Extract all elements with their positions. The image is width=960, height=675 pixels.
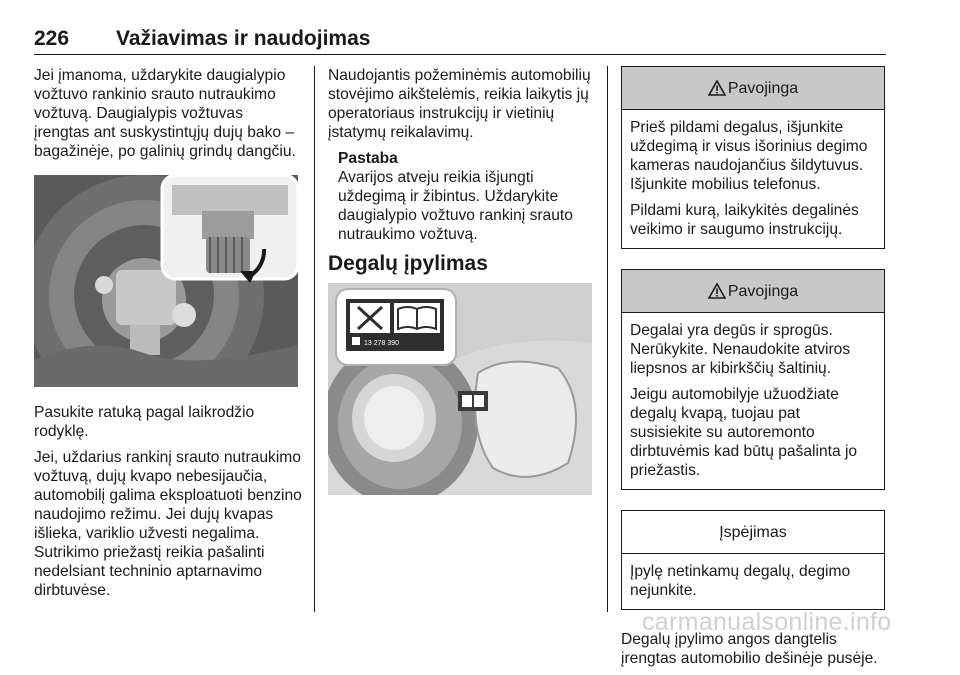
caution-box bbox=[621, 510, 885, 610]
caution-text: Įpylę netinkamų degalų, degimo nejunkite. bbox=[630, 563, 851, 599]
watermark: carmanualsonline.info bbox=[642, 608, 892, 636]
chapter-title: Važiavimas ir naudojimas bbox=[116, 27, 371, 50]
warning-triangle-icon bbox=[708, 80, 726, 96]
warning-header bbox=[622, 270, 884, 313]
page-number: 226 bbox=[34, 27, 70, 50]
column-divider bbox=[314, 66, 315, 612]
section-heading: Degalų įpylimas bbox=[328, 252, 488, 275]
paragraph: Jei, uždarius rankinį srauto nutraukimo vožtuvą, dujų kvapo nebesijaučia, automobilį galima eksploatuoti benzino naudojimo režimu. Jei dujų kvapas išlieka, variklio užvesti negalima. Sutrikimo priežastį reikia pašalinti nedelsiant techninio aptarnavimo dirbtuvėse. bbox=[34, 449, 302, 599]
warning-text: Pildami kurą, laikykitės degalinės veikimo ir saugumo instrukcijų. bbox=[630, 202, 859, 238]
fuel-filler-illustration bbox=[328, 283, 592, 495]
paragraph: Pasukite ratuką pagal laikrodžio rodyklę. bbox=[34, 404, 255, 440]
warning-box bbox=[621, 269, 885, 490]
column-right bbox=[621, 66, 885, 675]
warning-text: Jeigu automobilyje užuodžiate degalų kvapą, tuojau pat susisiekite su autoremonto dirbtuvėmis kad būtų pašalinta jo priežastis. bbox=[630, 386, 858, 479]
warning-text: Prieš pildami degalus, išjunkite uždegimą ir visus išorinius degimo kameras naudojančius šildytuvus. Išjunkite mobilius telefonus. bbox=[630, 119, 868, 193]
label-code: 13 278 390 bbox=[364, 340, 400, 347]
warning-title: Pavojinga bbox=[727, 79, 799, 97]
column-divider bbox=[607, 66, 608, 612]
column-left bbox=[34, 66, 302, 607]
page-header bbox=[34, 24, 886, 55]
warning-triangle-icon bbox=[708, 283, 726, 299]
note-block bbox=[328, 149, 596, 244]
caution-header bbox=[622, 511, 884, 554]
paragraph: Jei įmanoma, uždarykite daugialypio vožtuvo rankinio srauto nutraukimo vožtuvą. Daugialypis vožtuvas įrengtas ant suskystintųjų dujų bako – bagažinėje, po galinių grindų dangčiu. bbox=[34, 67, 296, 160]
warning-text: Degalai yra degūs ir sprogūs. Nerūkykite. Nenaudokite atviros liepsnos ar kibirkščių šaltinių. bbox=[630, 322, 851, 377]
warning-title: Pavojinga bbox=[727, 282, 799, 300]
warning-box bbox=[621, 66, 885, 249]
lpg-multivalve-illustration bbox=[34, 175, 298, 387]
column-middle bbox=[328, 66, 596, 495]
note-text: Avarijos atveju reikia išjungti uždegimą ir žibintus. Uždarykite daugialypio vožtuvo rankinį srauto nutraukimo vožtuvą. bbox=[338, 169, 573, 243]
warning-header bbox=[622, 67, 884, 110]
note-title: Pastaba bbox=[338, 150, 398, 167]
paragraph: Naudojantis požeminėmis automobilių stovėjimo aikštelėmis, reikia laikytis jų operatoriaus instrukcijų ir vietinių įstatymų reikalavimų. bbox=[328, 67, 591, 141]
paragraph: Degalų įpylimo angos dangtelis įrengtas automobilio dešinėje pusėje. bbox=[621, 631, 878, 667]
caution-title: Įspėjimas bbox=[719, 523, 787, 541]
